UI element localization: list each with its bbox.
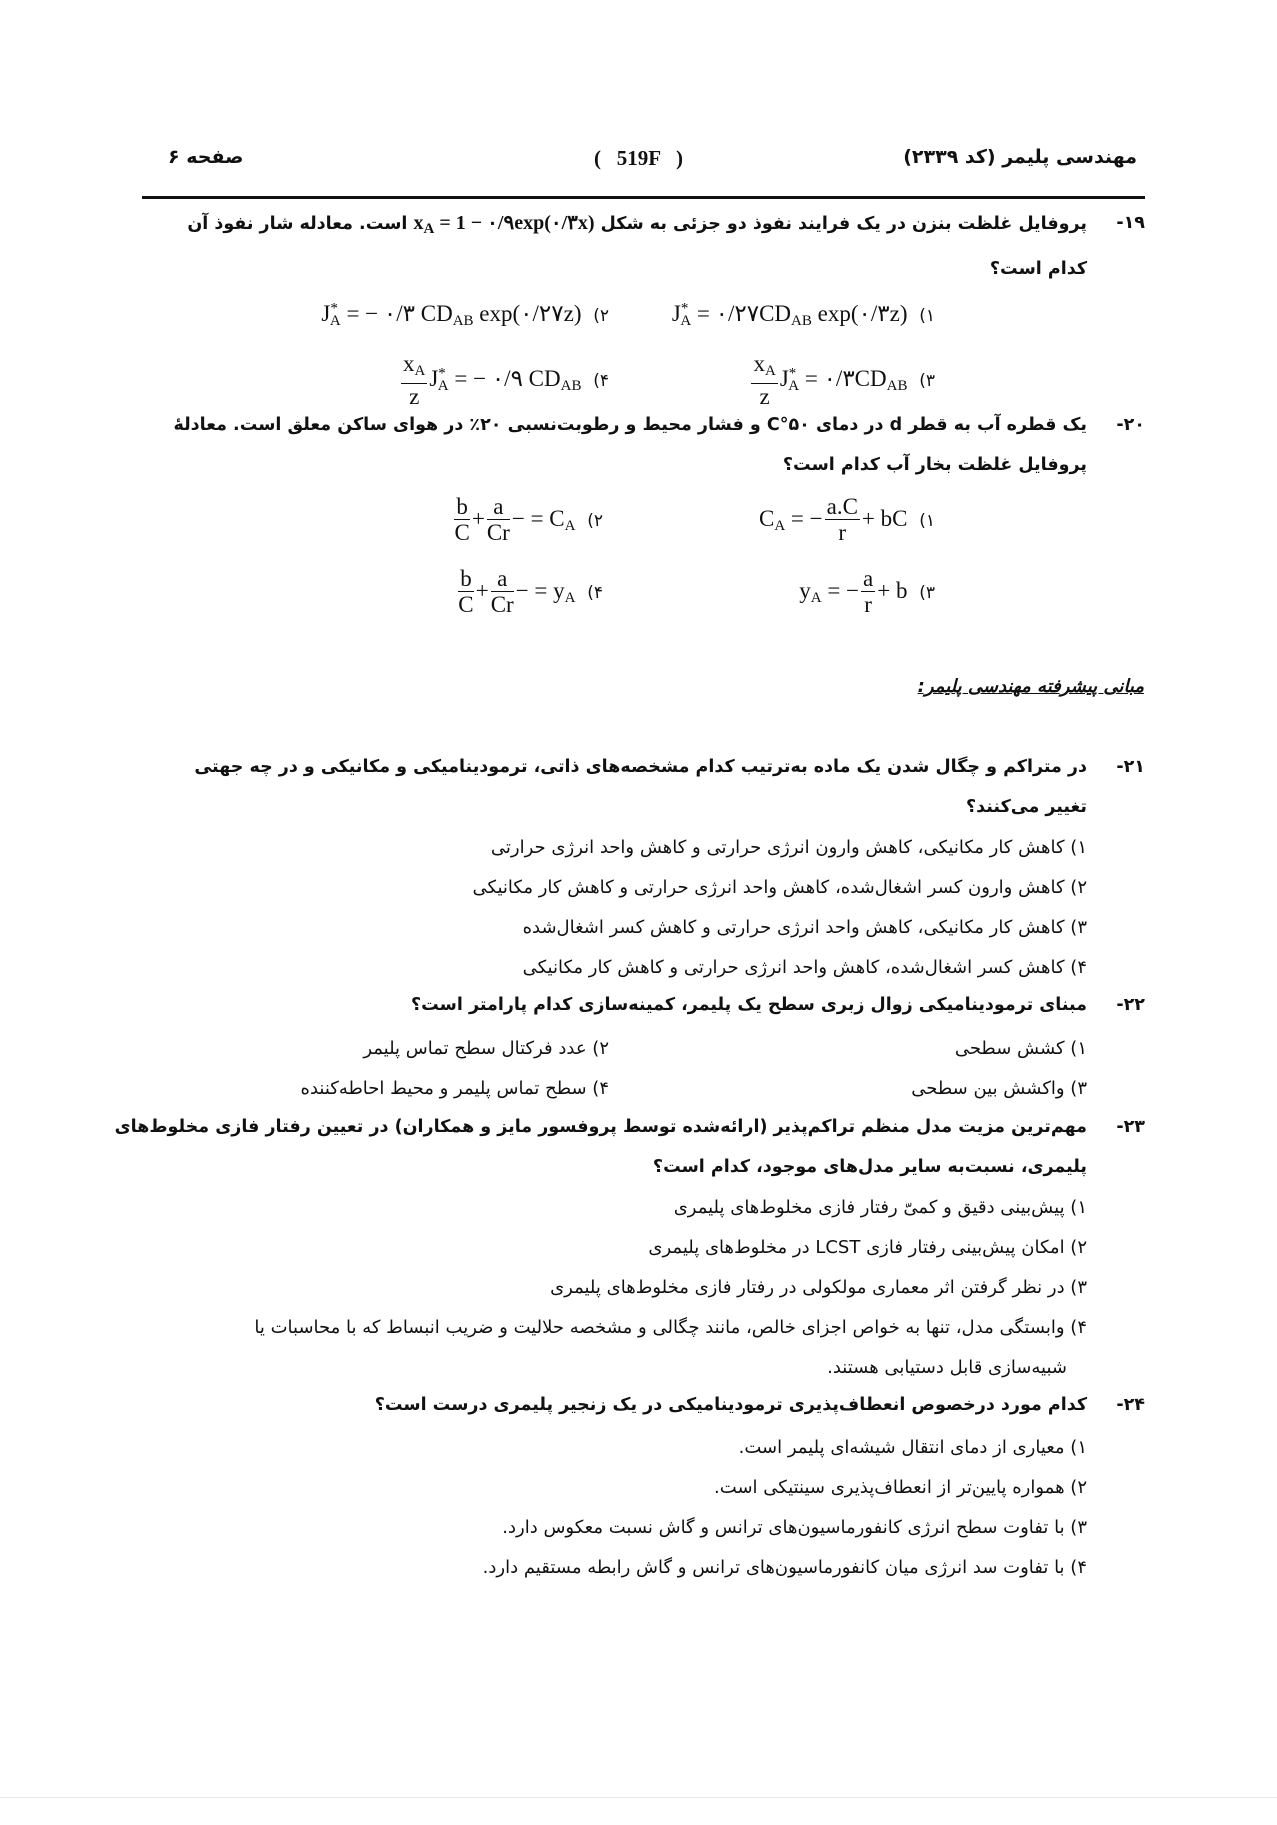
q22-option-4[interactable]: ۴) سطح تماس پلیمر و محیط احاطه‌کننده: [300, 1078, 609, 1099]
question-text-line2: پروفایل غلظت بخار آب کدام است؟: [782, 455, 1087, 475]
q23-option-4-continued: شبیه‌سازی قابل دستیابی هستند.: [827, 1357, 1067, 1378]
question-21: [130, 747, 1145, 827]
q22-option-1[interactable]: ۱) کشش سطحی: [954, 1038, 1087, 1059]
question-24: [130, 1385, 1145, 1425]
q19-option-4[interactable]: ۴) $J^*_A$ = − ۰/۹ $CD_{AB}$ $\frac{x_A}{z}$: [403, 351, 609, 409]
section-heading: مبانی پیشرفته مهندسی پلیمر:: [917, 676, 1144, 697]
q23-option-2[interactable]: ۲) امکان پیش‌بینی رفتار فازی LCST در مخلوط‌های پلیمری: [648, 1237, 1087, 1258]
question-number: ۲۰-: [1116, 415, 1145, 435]
q20-option-3[interactable]: ۳) $y_A$ = − $\frac{a}{r}$ + b: [799, 566, 935, 617]
q24-option-1[interactable]: ۱) معیاری از دمای انتقال شیشه‌ای پلیمر است.: [738, 1437, 1087, 1458]
page-bottom-edge: [0, 1797, 1277, 1798]
question-23: [114, 1107, 1145, 1187]
question-text-line1: مهم‌ترین مزیت مدل منظم تراکم‌پذیر (ارائه‌شده توسط پروفسور مایز و همکاران) در تعیین رفتار فازی مخلوط‌های: [114, 1117, 1087, 1137]
q23-option-3[interactable]: ۳) در نظر گرفتن اثر معماری مولکولی در رفتار فازی مخلوط‌های پلیمری: [550, 1277, 1087, 1298]
question-text-line2: پلیمری، نسبت‌به سایر مدل‌های موجود، کدام است؟: [652, 1157, 1087, 1177]
q23-option-1[interactable]: ۱) پیش‌بینی دقیق و کمیّ رفتار فازی مخلوط‌های پلیمری: [673, 1197, 1087, 1218]
q19-option-3[interactable]: ۳) $J^*_A$ = $۰/۳CD_{AB}$ $\frac{x_A}{z}$: [753, 351, 935, 409]
q21-option-4[interactable]: ۴) کاهش کسر اشغال‌شده، کاهش واحد انرژی حرارتی و کاهش کار مکانیکی: [522, 957, 1087, 978]
question-22: [130, 985, 1145, 1025]
page-number: صفحه ۶: [168, 146, 244, 168]
q24-option-3[interactable]: ۳) با تفاوت سطح انرژی کانفورماسیون‌های ترانس و گاش نسبت معکوس دارد.: [502, 1517, 1087, 1538]
q19-option-1[interactable]: ۱) $J^*_A$ = $۰/۲۷CD_{AB}$ exp(۰/۳z): [671, 300, 935, 329]
q22-option-2[interactable]: ۲) عدد فرکتال سطح تماس پلیمر: [363, 1038, 609, 1059]
question-text-line1: یک قطره آب به قطر d در دمای ۵۰°C و فشار محیط و رطوبت‌نسبی ۲۰٪ در هوای ساکن معلق است. معادلهٔ: [173, 415, 1087, 435]
question-number: ۲۱-: [1116, 757, 1145, 777]
exam-title: مهندسی پلیمر (کد ۲۳۳۹): [903, 146, 1137, 168]
q24-option-2[interactable]: ۲) همواره پایین‌تر از انعطاف‌پذیری سینتیکی است.: [714, 1477, 1087, 1498]
q22-option-3[interactable]: ۳) واکشش بین سطحی: [911, 1078, 1087, 1099]
question-text-line1: پروفایل غلظت بنزن در یک فرایند نفوذ دو جزئی به شکل $x_A = 1$ − ۰/۹exp(۰/۳x) است. معادله شار نفوذ آن: [187, 212, 1087, 237]
q20-option-2[interactable]: ۲) $C_A$ = − $\frac{a}{Cr}$ + $\frac{b}{C}$: [454, 494, 603, 545]
q23-option-4[interactable]: ۴) وابستگی مدل، تنها به خواص اجزای خالص، مانند چگالی و مشخصه حلالیت و ضریب انبساط که با محاسبات یا: [254, 1317, 1087, 1338]
question-text-line2: تغییر می‌کنند؟: [966, 797, 1087, 817]
question-text-line1: مبنای ترمودینامیکی زوال زبری سطح یک پلیمر، کمینه‌سازی کدام پارامتر است؟: [410, 995, 1087, 1015]
booklet-code: ( 519F ): [593, 146, 684, 170]
q20-option-1[interactable]: ۱) $C_A$ = − $\frac{a.C}{r}$ + bC: [758, 494, 935, 545]
q21-option-2[interactable]: ۲) کاهش وارون کسر اشغال‌شده، کاهش واحد انرژی حرارتی و کاهش کار مکانیکی: [472, 877, 1087, 898]
question-text-line2: کدام است؟: [989, 259, 1087, 279]
q21-option-1[interactable]: ۱) کاهش کار مکانیکی، کاهش وارون انرژی حرارتی و کاهش واحد انرژی حرارتی: [490, 837, 1087, 858]
q24-option-4[interactable]: ۴) با تفاوت سد انرژی میان کانفورماسیون‌های ترانس و گاش رابطه مستقیم دارد.: [482, 1557, 1087, 1578]
question-number: ۱۹-: [1116, 213, 1145, 233]
question-20: [130, 405, 1145, 485]
question-number: ۲۳-: [1116, 1117, 1145, 1137]
q21-option-3[interactable]: ۳) کاهش کار مکانیکی، کاهش واحد انرژی حرارتی و کاهش کسر اشغال‌شده: [522, 917, 1087, 938]
header-divider: [142, 196, 1145, 199]
question-text-line1: کدام مورد درخصوص انعطاف‌پذیری ترمودینامیکی در یک زنجیر پلیمری درست است؟: [374, 1395, 1087, 1415]
question-text-line1: در متراکم و چگال شدن یک ماده به‌ترتیب کدام مشخصه‌های ذاتی، ترمودینامیکی و مکانیکی و در چه جهتی: [194, 757, 1087, 777]
q20-option-4[interactable]: ۴) $y_A$ = − $\frac{a}{Cr}$ + $\frac{b}{C}$: [458, 566, 603, 617]
question-number: ۲۴-: [1116, 1395, 1145, 1415]
q19-option-2[interactable]: ۲) $J^*_A$ = − ۰/۳ $CD_{AB}$ exp(۰/۲۷z): [321, 300, 609, 329]
question-19: [130, 203, 1145, 289]
question-number: ۲۲-: [1116, 995, 1145, 1015]
